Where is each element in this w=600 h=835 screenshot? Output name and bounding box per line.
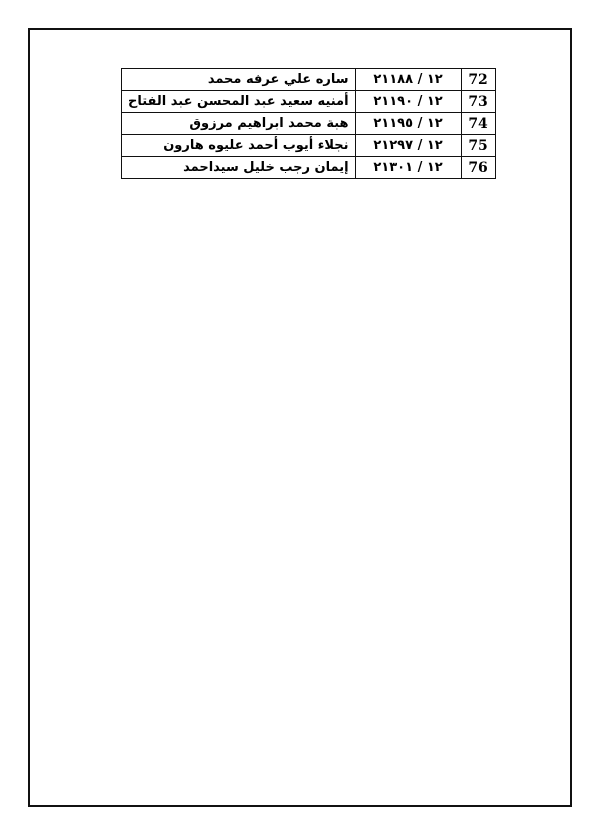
student-name: أمنيه سعيد عبد المحسن عبد الفتاح bbox=[122, 91, 356, 113]
student-name: ساره علي عرفه محمد bbox=[122, 69, 356, 91]
student-id: ١٢ / ٢١٣٠١ bbox=[355, 157, 461, 179]
student-name: هبة محمد ابراهيم مرزوق bbox=[122, 113, 356, 135]
row-number: 76 bbox=[461, 157, 495, 179]
student-id: ١٢ / ٢١٢٩٧ bbox=[355, 135, 461, 157]
row-number: 73 bbox=[461, 91, 495, 113]
row-number: 75 bbox=[461, 135, 495, 157]
students-table bbox=[121, 68, 496, 179]
row-number: 74 bbox=[461, 113, 495, 135]
student-name: إيمان رجب خليل سيداحمد bbox=[122, 157, 356, 179]
table-body bbox=[122, 69, 496, 179]
student-id: ١٢ / ٢١١٩٥ bbox=[355, 113, 461, 135]
row-number: 72 bbox=[461, 69, 495, 91]
table-row bbox=[122, 135, 496, 157]
student-id: ١٢ / ٢١١٨٨ bbox=[355, 69, 461, 91]
table-row bbox=[122, 113, 496, 135]
student-name: نجلاء أيوب أحمد عليوه هارون bbox=[122, 135, 356, 157]
student-id: ١٢ / ٢١١٩٠ bbox=[355, 91, 461, 113]
table-row bbox=[122, 91, 496, 113]
table-row bbox=[122, 69, 496, 91]
table-row bbox=[122, 157, 496, 179]
